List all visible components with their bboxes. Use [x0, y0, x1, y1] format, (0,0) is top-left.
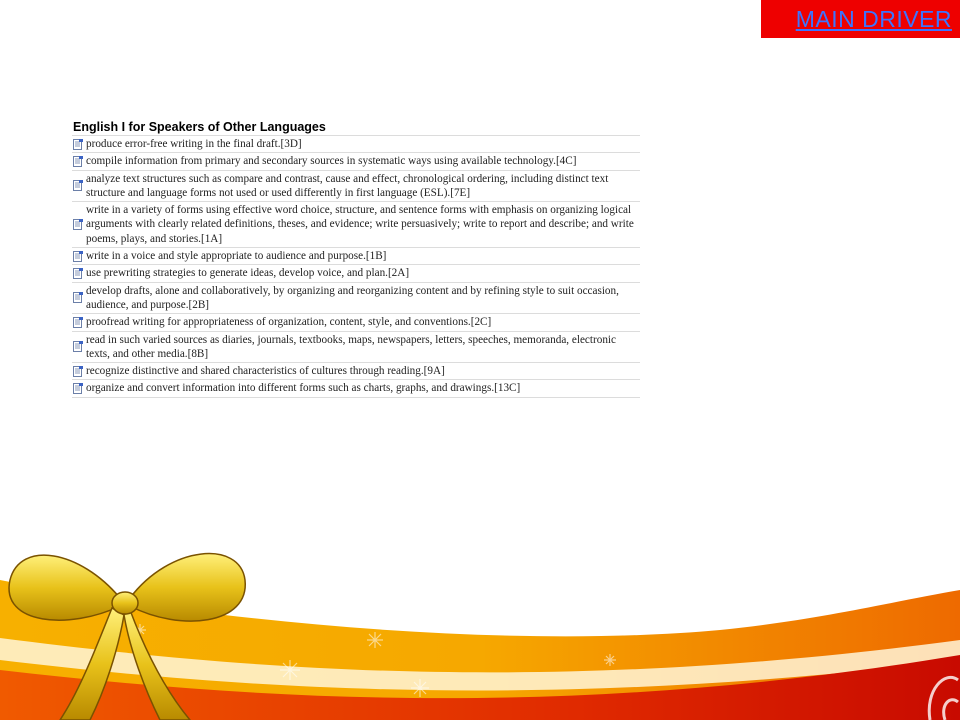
list-item-text[interactable]: compile information from primary and secondary sources in systematic ways using available technology.[4C]: [86, 155, 577, 168]
main-driver-box: [761, 0, 960, 38]
document-icon: [73, 139, 83, 150]
document-icon: [73, 251, 83, 262]
list-item[interactable]: [72, 248, 640, 265]
list-item[interactable]: [72, 171, 640, 203]
document-icon: [73, 180, 83, 191]
list-item[interactable]: [72, 265, 640, 282]
list-item[interactable]: [72, 363, 640, 380]
list-title: English I for Speakers of Other Languages: [72, 119, 640, 136]
list-item-text[interactable]: use prewriting strategies to generate ideas, develop voice, and plan.[2A]: [86, 267, 410, 280]
list-item-text[interactable]: write in a voice and style appropriate to audience and purpose.[1B]: [86, 250, 387, 263]
document-icon: [73, 156, 83, 167]
standards-list: [72, 119, 640, 398]
list-item-text[interactable]: produce error-free writing in the final draft.[3D]: [86, 138, 302, 150]
document-icon: [73, 341, 83, 352]
list-item-text[interactable]: recognize distinctive and shared characteristics of cultures through reading.[9A]: [86, 365, 445, 378]
list-item[interactable]: [72, 380, 640, 397]
document-icon: [73, 292, 83, 303]
holiday-decoration: [0, 520, 960, 720]
list-item-text[interactable]: proofread writing for appropriateness of organization, content, style, and conventions.[2C]: [86, 316, 492, 329]
list-item[interactable]: [72, 202, 640, 248]
list-rows: [72, 136, 640, 398]
list-item-text[interactable]: write in a variety of forms using effective word choice, structure, and sentence forms with emphasis on organizing logical arguments with clearly related definitions, theses, and evidence; write persuasively; write to report and describe; and write poems, plays, and stories.[1A]: [86, 204, 634, 245]
document-icon: [73, 219, 83, 230]
document-icon: [73, 383, 83, 394]
main-driver-link[interactable]: MAIN DRIVER: [795, 6, 952, 32]
list-item-text[interactable]: analyze text structures such as compare and contrast, cause and effect, chronological ordering, including distinct text structure and language forms not used or used differently in first language (ESL).[7E]: [86, 172, 609, 199]
list-item-text[interactable]: develop drafts, alone and collaboratively, by organizing and reorganizing content and by refining style to suit occasion, audience, and purpose.[2B]: [86, 284, 619, 311]
list-item[interactable]: [72, 332, 640, 364]
list-item[interactable]: [72, 136, 640, 153]
document-icon: [73, 268, 83, 279]
list-item-text[interactable]: read in such varied sources as diaries, journals, textbooks, maps, newspapers, letters, speeches, memoranda, electronic texts, and other media.[8B]: [86, 333, 616, 360]
list-item-text[interactable]: organize and convert information into different forms such as charts, graphs, and drawings.[13C]: [86, 382, 521, 395]
list-item[interactable]: [72, 283, 640, 315]
document-icon: [73, 366, 83, 377]
list-item[interactable]: [72, 314, 640, 331]
list-item[interactable]: [72, 153, 640, 170]
document-icon: [73, 317, 83, 328]
